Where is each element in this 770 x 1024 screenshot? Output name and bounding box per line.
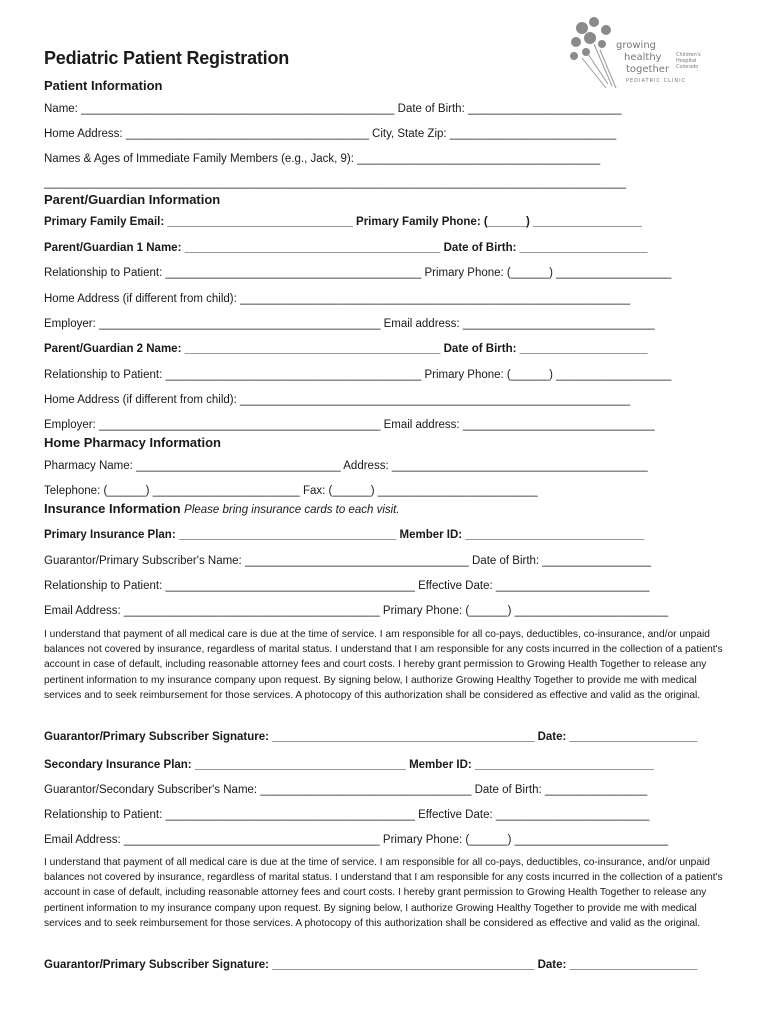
pharmacy-phone-line[interactable]: Telephone: (______) _______________________ Fax: (______) _________________________ xyxy=(44,485,538,497)
secondary-email-line[interactable]: Email Address: ________________________________________ Primary Phone: (______) ________________________ xyxy=(44,834,669,846)
secondary-signature-line[interactable]: Guarantor/Primary Subscriber Signature: _________________________________________ Date: ____________________ xyxy=(44,959,698,971)
guardian1-address-line[interactable]: Home Address (if different from child): _____________________________________________________________ xyxy=(44,293,631,305)
secondary-relationship-line[interactable]: Relationship to Patient: _______________________________________ Effective Date: ________________________ xyxy=(44,809,650,821)
guardian2-address-line[interactable]: Home Address (if different from child): _____________________________________________________________ xyxy=(44,394,631,406)
patient-name-line[interactable]: Name: _________________________________________________ Date of Birth: ________________________ xyxy=(44,103,622,115)
patient-family-line-2[interactable]: ___________________________________________________________________________________________ xyxy=(44,177,627,189)
family-email-line[interactable]: Primary Family Email: _____________________________ Primary Family Phone: (______) _________________ xyxy=(44,216,642,228)
logo-text-line1: growing xyxy=(616,40,656,51)
guardian2-name-line[interactable]: Parent/Guardian 2 Name: ________________________________________ Date of Birth: ____________________ xyxy=(44,343,648,355)
guardian1-relationship-line[interactable]: Relationship to Patient: ________________________________________ Primary Phone: (______) __________________ xyxy=(44,267,672,279)
signature-line[interactable]: Guarantor/Primary Subscriber Signature: _________________________________________ Date: ____________________ xyxy=(44,731,698,743)
secondary-guarantor-line[interactable]: Guarantor/Secondary Subscriber's Name: _________________________________ Date of Birth: ________________ xyxy=(44,784,648,796)
secondary-plan-line[interactable]: Secondary Insurance Plan: _________________________________ Member ID: ____________________________ xyxy=(44,759,654,771)
insurance-note: Please bring insurance cards to each visit. xyxy=(184,504,400,516)
section-guardian-heading: Parent/Guardian Information xyxy=(44,192,221,207)
section-patient-heading: Patient Information xyxy=(44,78,163,93)
logo-clinic-text: PEDIATRIC CLINIC xyxy=(626,78,687,84)
guardian2-employer-line[interactable]: Employer: ____________________________________________ Email address: ______________________________ xyxy=(44,419,655,431)
guardian2-relationship-line[interactable]: Relationship to Patient: ________________________________________ Primary Phone: (______) __________________ xyxy=(44,369,672,381)
guarantor-name-line[interactable]: Guarantor/Primary Subscriber's Name: ___________________________________ Date of Birth: _________________ xyxy=(44,555,652,567)
section-pharmacy-heading: Home Pharmacy Information xyxy=(44,435,221,450)
patient-address-line[interactable]: Home Address: ______________________________________ City, State Zip: __________________________ xyxy=(44,128,617,140)
logo-text-line2: healthy xyxy=(624,52,662,63)
primary-plan-line[interactable]: Primary Insurance Plan: __________________________________ Member ID: ____________________________ xyxy=(44,529,645,541)
logo-text-line3: together xyxy=(626,64,670,75)
guardian1-name-line[interactable]: Parent/Guardian 1 Name: ________________________________________ Date of Birth: ____________________ xyxy=(44,242,648,254)
secondary-consent-paragraph: I understand that payment of all medical care is due at the time of service. I am responsible for all co-pays, deductibles, co-insurance, and/or unpaid balances not covered by insurance, regardless of marital status. I understand that I am responsible for any costs incurred in the collection of a patient's account in case of default, including reasonable attorney fees and court costs. I hereby grant permission to Growing Health Together to release any pertinent information to my insurance company upon request. By signing below, I authorize Growing Healthy Together to provide me with medical services and to seek reimbursement for those services. A photocopy of this authorization shall be considered as effective and valid as the original. xyxy=(44,857,723,929)
consent-paragraph: I understand that payment of all medical care is due at the time of service. I am responsible for all co-pays, deductibles, co-insurance, and/or unpaid balances not covered by insurance, regardless of marital status. I understand that I am responsible for any costs incurred in the collection of a patient's account in case of default, including reasonable attorney fees and court costs. I hereby grant permission to Growing Health Together to release any pertinent information to my insurance company upon request. By signing below, I authorize Growing Healthy Together to provide me with medical services and to seek reimbursement for those services. A photocopy of this authorization shall be considered as effective and valid as the original. xyxy=(44,629,723,701)
insurance-email-line[interactable]: Email Address: ________________________________________ Primary Phone: (______) ________________________ xyxy=(44,605,669,617)
pharmacy-name-line[interactable]: Pharmacy Name: ________________________________ Address: ________________________________________ xyxy=(44,460,648,472)
clinic-logo xyxy=(560,14,720,104)
insurance-relationship-line[interactable]: Relationship to Patient: _______________________________________ Effective Date: ________________________ xyxy=(44,580,650,592)
insurance-heading-text: Insurance Information xyxy=(44,501,181,516)
section-insurance-heading xyxy=(44,501,400,516)
patient-family-line[interactable]: Names & Ages of Immediate Family Members (e.g., Jack, 9): ______________________________________ xyxy=(44,153,601,165)
guardian1-employer-line[interactable]: Employer: ____________________________________________ Email address: ______________________________ xyxy=(44,318,655,330)
page-title: Pediatric Patient Registration xyxy=(44,48,290,68)
logo-partner-text: Children's Hospital Colorado xyxy=(676,52,701,70)
